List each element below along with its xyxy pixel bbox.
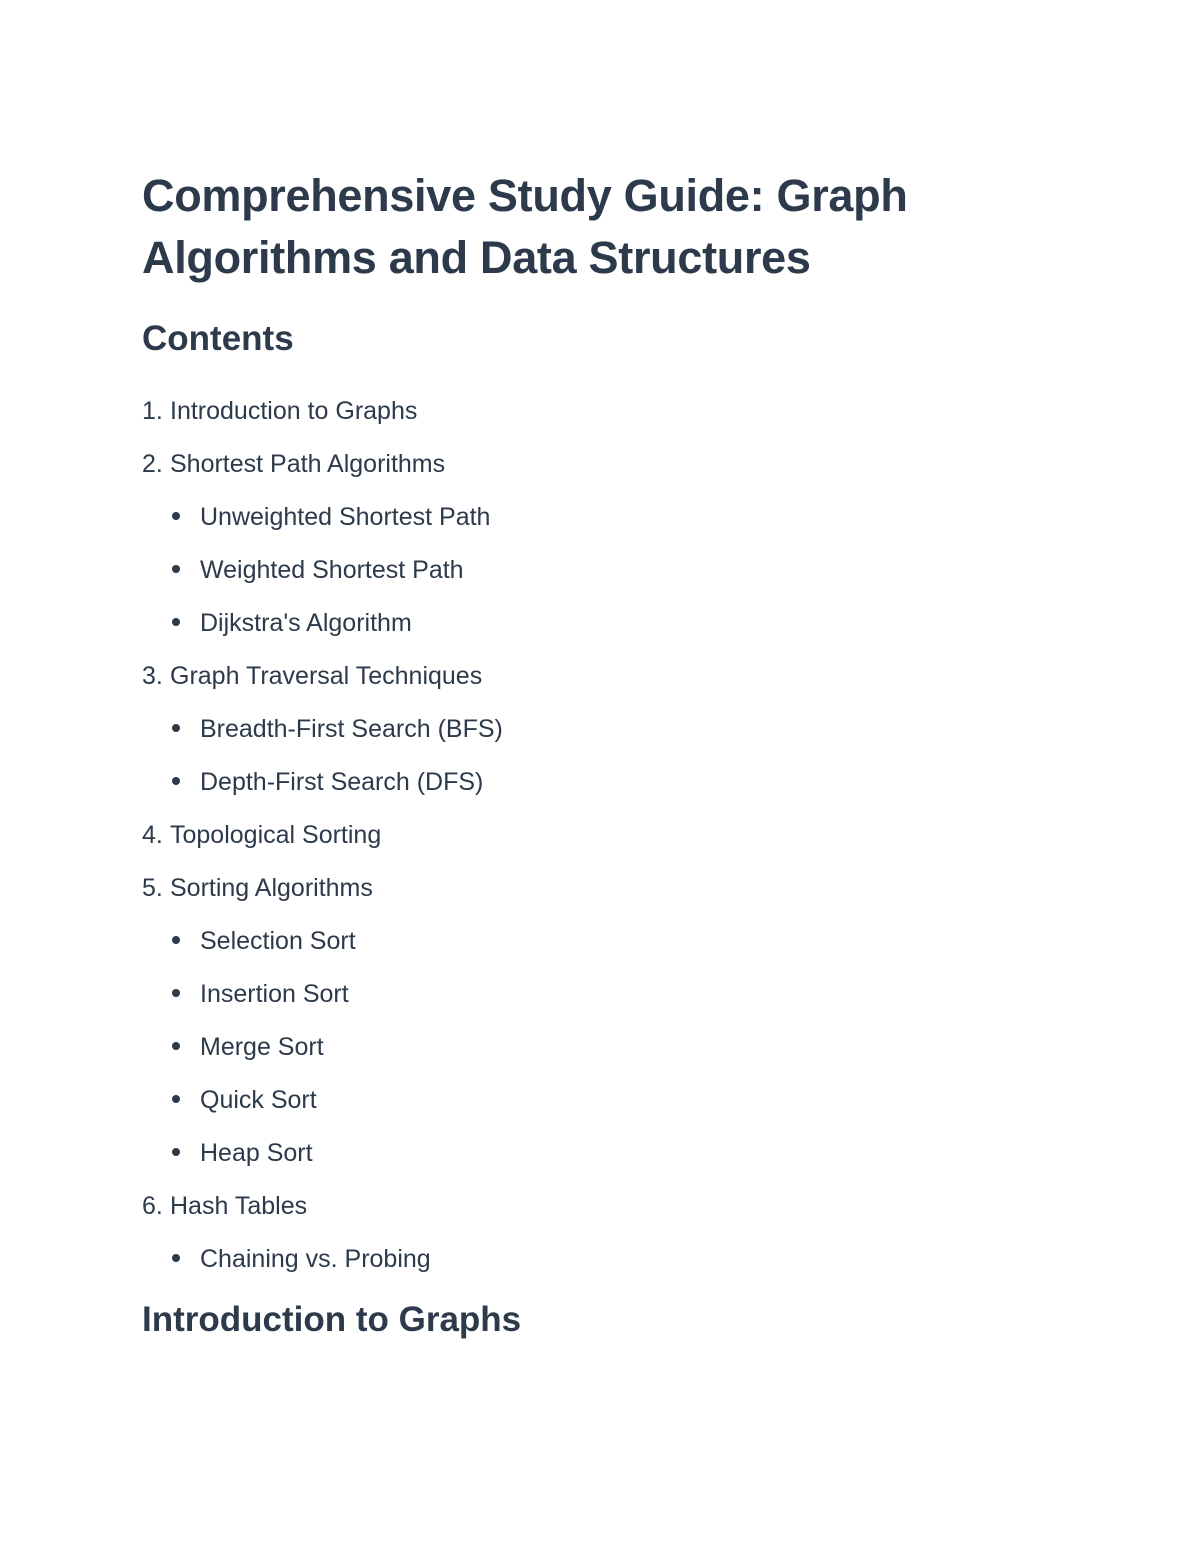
table-of-contents xyxy=(142,385,1062,1286)
toc-sublist xyxy=(142,703,1062,809)
bullet-icon xyxy=(172,1254,180,1262)
toc-item[interactable] xyxy=(142,862,1062,915)
toc-subitem-label: Weighted Shortest Path xyxy=(200,556,464,584)
document-title: Comprehensive Study Guide: Graph Algorithms and Data Structures xyxy=(142,170,908,283)
toc-subitem[interactable] xyxy=(142,491,1062,544)
toc-item-label: Shortest Path Algorithms xyxy=(170,450,446,478)
bullet-icon xyxy=(172,618,180,626)
toc-item-number: 2. xyxy=(142,450,163,478)
contents-heading: Contents xyxy=(142,319,294,358)
bullet-icon xyxy=(172,936,180,944)
document-page xyxy=(142,165,1062,1346)
toc-item-number: 3. xyxy=(142,662,163,690)
toc-entry xyxy=(142,385,1062,438)
toc-item-number: 6. xyxy=(142,1192,163,1220)
toc-subitem[interactable] xyxy=(142,915,1062,968)
toc-subitem[interactable] xyxy=(142,597,1062,650)
toc-subitem-label: Depth-First Search (DFS) xyxy=(200,768,484,796)
toc-subitem-label: Chaining vs. Probing xyxy=(200,1245,431,1273)
toc-subitem-label: Insertion Sort xyxy=(200,980,349,1008)
toc-subitem[interactable] xyxy=(142,1233,1062,1286)
toc-subitem-label: Heap Sort xyxy=(200,1139,313,1167)
toc-item-label: Graph Traversal Techniques xyxy=(170,662,483,690)
toc-subitem-label: Breadth-First Search (BFS) xyxy=(200,715,503,743)
toc-subitem-label: Unweighted Shortest Path xyxy=(200,503,491,531)
toc-item-label: Sorting Algorithms xyxy=(170,874,373,902)
bullet-icon xyxy=(172,989,180,997)
toc-item-label: Hash Tables xyxy=(170,1192,308,1220)
toc-item-label: Introduction to Graphs xyxy=(170,397,418,425)
toc-sublist xyxy=(142,491,1062,650)
bullet-icon xyxy=(172,777,180,785)
toc-item-number: 4. xyxy=(142,821,163,849)
bullet-icon xyxy=(172,1042,180,1050)
bullet-icon xyxy=(172,1095,180,1103)
toc-item[interactable] xyxy=(142,1180,1062,1233)
toc-sublist xyxy=(142,915,1062,1180)
toc-subitem[interactable] xyxy=(142,1021,1062,1074)
toc-item-number: 5. xyxy=(142,874,163,902)
toc-entry xyxy=(142,650,1062,809)
bullet-icon xyxy=(172,1148,180,1156)
toc-subitem[interactable] xyxy=(142,703,1062,756)
toc-item[interactable] xyxy=(142,650,1062,703)
toc-subitem[interactable] xyxy=(142,756,1062,809)
toc-subitem[interactable] xyxy=(142,544,1062,597)
toc-entry xyxy=(142,809,1062,862)
bullet-icon xyxy=(172,512,180,520)
toc-item[interactable] xyxy=(142,809,1062,862)
toc-subitem[interactable] xyxy=(142,968,1062,1021)
section-heading-introduction: Introduction to Graphs xyxy=(142,1300,522,1339)
toc-item-label: Topological Sorting xyxy=(170,821,382,849)
toc-entry xyxy=(142,438,1062,650)
toc-subitem[interactable] xyxy=(142,1127,1062,1180)
toc-item-number: 1. xyxy=(142,397,163,425)
toc-item[interactable] xyxy=(142,438,1062,491)
toc-subitem-label: Merge Sort xyxy=(200,1033,324,1061)
bullet-icon xyxy=(172,565,180,573)
toc-sublist xyxy=(142,1233,1062,1286)
bullet-icon xyxy=(172,724,180,732)
toc-subitem-label: Quick Sort xyxy=(200,1086,317,1114)
toc-item[interactable] xyxy=(142,385,1062,438)
toc-entry xyxy=(142,862,1062,1180)
toc-entry xyxy=(142,1180,1062,1286)
toc-subitem-label: Dijkstra's Algorithm xyxy=(200,609,412,637)
toc-subitem[interactable] xyxy=(142,1074,1062,1127)
toc-subitem-label: Selection Sort xyxy=(200,927,356,955)
